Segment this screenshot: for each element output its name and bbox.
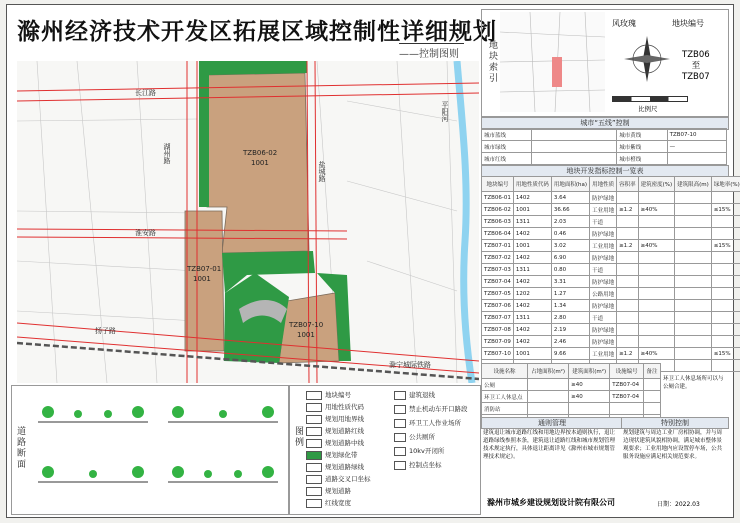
table-row — [482, 192, 740, 204]
table-cell: 1.34 — [551, 300, 589, 312]
table-cell — [617, 228, 639, 240]
table-cell — [675, 252, 712, 264]
legend-item — [394, 390, 435, 400]
table-row: 城市绿线 城市紫线 — — [482, 141, 727, 153]
table-cell: 2.46 — [551, 336, 589, 348]
table-row — [482, 276, 740, 288]
table-cell: 1402 — [513, 276, 551, 288]
legend-item — [394, 432, 435, 442]
table-cell: TZB06-04 — [482, 228, 514, 240]
legend-item — [306, 486, 351, 496]
page-subtitle: ——控制图则 — [399, 49, 459, 60]
table-cell: 公厕 — [482, 379, 528, 391]
table-cell — [675, 264, 712, 276]
road-label-yancheng: 盐城路 — [318, 161, 326, 182]
table-cell — [675, 288, 712, 300]
legend-label: 规划绿化带 — [325, 451, 358, 459]
index-map-label: 地块索引 — [487, 40, 497, 84]
table-cell — [711, 324, 740, 336]
legend-item — [306, 498, 351, 508]
table-cell: 1311 — [513, 216, 551, 228]
table-cell: 6.90 — [551, 252, 589, 264]
page-title: 滁州经济技术开发区拓展区域控制性详细规划 — [17, 18, 497, 45]
table-cell: 1202 — [513, 288, 551, 300]
plot-use-tzb06-02: 1001 — [251, 159, 269, 167]
general-rules-text: 建筑退让城市道路红线和用地边界按本通则执行，退让道路绿线参照本条，建筑退让道路红线和城市规划管理技术规定执行，具体退让距离详见《滁州市城市规划管理技术规定》。 — [483, 430, 616, 460]
green-buffer-west — [199, 61, 209, 207]
table-cell — [528, 379, 569, 391]
legend-item — [306, 462, 364, 472]
table-cell: 防护绿地 — [590, 228, 617, 240]
legend-swatch — [306, 463, 322, 472]
legend-label: 规划道路 — [325, 487, 351, 495]
table-row — [482, 252, 740, 264]
table-cell: TZB07-03 — [482, 264, 514, 276]
table-cell: 干道 — [590, 312, 617, 324]
table-cell: 公路用地 — [590, 288, 617, 300]
road-label-changjiang: 长江路 — [135, 89, 156, 97]
table-cell — [675, 336, 712, 348]
table-cell: 消防站 — [482, 403, 528, 415]
table-cell: ≤15% — [711, 348, 740, 360]
table-row — [482, 300, 740, 312]
table-cell: ≥40% — [638, 240, 675, 252]
table-row — [482, 204, 740, 216]
railway-label: 滁宁城际铁路 — [389, 361, 431, 369]
legend-swatch — [306, 487, 322, 496]
table-row — [482, 348, 740, 360]
table-cell: TZB07-05 — [482, 288, 514, 300]
table-cell: 工业用地 — [590, 204, 617, 216]
legend-item — [394, 404, 468, 414]
table-cell — [675, 228, 712, 240]
table-cell: ≤15% — [711, 204, 740, 216]
table-row — [482, 312, 740, 324]
table-cell — [638, 252, 675, 264]
table-cell: 2.03 — [551, 216, 589, 228]
legend-panel — [289, 385, 481, 515]
legend-swatch — [306, 451, 322, 460]
column-header: 占地面积(m²) — [528, 364, 569, 379]
table-cell: 1402 — [513, 300, 551, 312]
table-cell — [610, 403, 644, 415]
plan-sheet — [6, 4, 740, 518]
section-2 — [168, 406, 278, 422]
table-cell: 工业用地 — [590, 348, 617, 360]
table-cell — [617, 336, 639, 348]
legend-label: 地块编号 — [325, 391, 351, 399]
road-section-label: 道路断面 — [15, 426, 25, 470]
legend-swatch — [306, 439, 322, 448]
table-cell: 1402 — [513, 252, 551, 264]
table-cell: TZB07-04 — [610, 391, 644, 403]
code-label: 地块编号 — [672, 19, 704, 28]
five-lines-header: 城市“五线”控制 — [481, 117, 729, 130]
table-cell — [617, 312, 639, 324]
table-cell — [638, 276, 675, 288]
table-cell: TZB07-08 — [482, 324, 514, 336]
table-cell — [711, 264, 740, 276]
wind-rose-icon — [622, 34, 672, 84]
legend-label: 建筑退线 — [409, 391, 435, 399]
five-lines-table — [481, 128, 727, 165]
table-cell — [617, 324, 639, 336]
table-cell — [644, 379, 661, 391]
facility-note: 环卫工人休息场所可以与公厕合建。 — [663, 376, 724, 390]
table-cell — [638, 312, 675, 324]
river-label: 平阳河 — [441, 101, 449, 122]
index-highlight — [552, 57, 562, 87]
table-cell — [711, 252, 740, 264]
legend-label: 规划道路中线 — [325, 439, 364, 447]
table-cell — [644, 391, 661, 403]
section-1 — [38, 406, 148, 422]
table-cell: 36.66 — [551, 204, 589, 216]
plot-use-tzb07-10: 1001 — [297, 331, 315, 339]
column-header: 建筑限高(m) — [675, 177, 712, 192]
table-cell — [644, 403, 661, 415]
green-buffer-north — [209, 61, 307, 75]
table-cell — [711, 288, 740, 300]
legend-item — [306, 438, 364, 448]
legend-item — [306, 390, 351, 400]
table-cell: TZB06-03 — [482, 216, 514, 228]
table-cell: TZB07-10 — [482, 348, 514, 360]
table-cell — [638, 336, 675, 348]
table-cell: 干道 — [590, 216, 617, 228]
plot-code-tzb07-01: TZB07-01 — [187, 265, 222, 273]
scale-label: 比例尺 — [638, 105, 658, 113]
table-cell: 防护绿地 — [590, 324, 617, 336]
table-cell — [617, 192, 639, 204]
column-header: 设施编号 — [610, 364, 644, 379]
legend-swatch — [306, 499, 322, 508]
table-cell — [617, 216, 639, 228]
table-cell — [675, 192, 712, 204]
legend-swatch — [394, 461, 406, 470]
table-cell: TZB07-04 — [482, 276, 514, 288]
table-cell: 1402 — [513, 228, 551, 240]
table-row — [482, 379, 661, 391]
column-header: 绿地率(%) — [711, 177, 740, 192]
column-header: 地块编号 — [482, 177, 514, 192]
table-cell: ≤15% — [711, 240, 740, 252]
footer-date: 日期：2022.03 — [657, 501, 700, 508]
table-cell — [638, 324, 675, 336]
table-cell: 0.46 — [551, 228, 589, 240]
footer-org: 滁州市城乡建设规划设计院有限公司 — [487, 498, 615, 507]
road-label-yangzi: 扬子路 — [95, 327, 116, 335]
legend-swatch — [394, 433, 406, 442]
legend-swatch — [306, 403, 322, 412]
table-cell — [711, 216, 740, 228]
table-cell: ≥40% — [638, 204, 675, 216]
table-cell: TZB06-02 — [482, 204, 514, 216]
table-cell: 2.19 — [551, 324, 589, 336]
column-header: 建筑面积(m²) — [569, 364, 610, 379]
table-cell: TZB07-06 — [482, 300, 514, 312]
table-cell: TZB07-07 — [482, 312, 514, 324]
table-cell — [675, 276, 712, 288]
table-row — [482, 391, 661, 403]
table-cell — [638, 300, 675, 312]
table-cell: ≥40 — [569, 391, 610, 403]
table-cell — [617, 264, 639, 276]
table-cell — [675, 324, 712, 336]
legend-label: 控制点坐标 — [409, 461, 442, 469]
legend-label: 规划用地界线 — [325, 415, 364, 423]
table-cell — [638, 288, 675, 300]
column-header: 建筑密度(%) — [638, 177, 675, 192]
table-cell: TZB07-01 — [482, 240, 514, 252]
table-cell: ≥1.2 — [617, 240, 639, 252]
table-cell: 1.27 — [551, 288, 589, 300]
table-cell: 1402 — [513, 192, 551, 204]
section-4 — [168, 466, 278, 482]
table-row — [482, 264, 740, 276]
legend-label: 道路交叉口坐标 — [325, 475, 371, 483]
legend-item — [306, 426, 364, 436]
column-header: 备注 — [644, 364, 661, 379]
table-cell — [617, 276, 639, 288]
table-cell: TZB07-04 — [610, 379, 644, 391]
table-cell: ≥40 — [569, 379, 610, 391]
legend-swatch — [306, 427, 322, 436]
road-section-panel — [11, 385, 289, 515]
table-cell: 防护绿地 — [590, 252, 617, 264]
table-cell — [675, 300, 712, 312]
legend-label: 红线宽度 — [325, 499, 351, 507]
legend-item — [306, 474, 371, 484]
table-cell: 防护绿地 — [590, 276, 617, 288]
plot-code-tzb07-10: TZB07-10 — [289, 321, 324, 329]
table-cell: 1001 — [513, 204, 551, 216]
table-cell: 2.80 — [551, 312, 589, 324]
table-cell — [675, 312, 712, 324]
table-cell: 防护绿地 — [590, 300, 617, 312]
road-label-huaian: 淮安路 — [135, 229, 156, 237]
legend-swatch — [306, 475, 322, 484]
legend-swatch — [306, 415, 322, 424]
table-cell — [711, 276, 740, 288]
table-cell — [638, 192, 675, 204]
special-control-header: 特别控制 — [621, 417, 729, 429]
table-cell: 1402 — [513, 324, 551, 336]
table-cell: ≥1.2 — [617, 348, 639, 360]
index-mini-map — [500, 12, 605, 112]
legend-swatch — [394, 447, 406, 456]
table-cell — [528, 391, 569, 403]
legend-label: 10kv开闭所 — [409, 447, 445, 455]
section-3 — [38, 466, 148, 482]
table-cell: TZB06-01 — [482, 192, 514, 204]
table-cell — [638, 228, 675, 240]
legend-swatch — [394, 419, 406, 428]
table-cell: 工业用地 — [590, 240, 617, 252]
table-row: 城市蓝线 城市黄线 TZB07-10 — [482, 129, 727, 141]
control-map[interactable] — [17, 61, 479, 383]
table-row — [482, 403, 661, 415]
plot-table-header: 地块开发指标控制一览表 — [481, 165, 729, 178]
table-cell: 3.31 — [551, 276, 589, 288]
table-cell: ≥1.2 — [617, 204, 639, 216]
table-cell: TZB07-09 — [482, 336, 514, 348]
table-cell — [711, 336, 740, 348]
table-cell: ≥40% — [638, 348, 675, 360]
table-cell: 3.02 — [551, 240, 589, 252]
table-row — [482, 228, 740, 240]
table-cell — [638, 216, 675, 228]
table-cell — [675, 216, 712, 228]
table-cell: 1001 — [513, 348, 551, 360]
table-cell — [711, 360, 740, 372]
index-map-panel — [481, 9, 729, 117]
table-row — [482, 336, 740, 348]
scale-bar — [612, 96, 688, 102]
table-cell — [675, 348, 712, 360]
legend-swatch — [394, 405, 406, 414]
table-cell — [617, 300, 639, 312]
special-control-text: 规划建筑与周边工业厂房相协调，并与周边现状建筑风貌相协调，满足城市整体景观要求；工业用地内应设置停车场，公共服务设施应满足相关规范要求。 — [623, 430, 723, 460]
legend-label: 用地性质代码 — [325, 403, 364, 411]
legend-swatch — [394, 391, 406, 400]
plot-code-tzb06-02: TZB06-02 — [243, 149, 278, 157]
table-cell — [675, 360, 712, 372]
legend-item — [306, 414, 364, 424]
table-row: 城市红线 城市橙线 — [482, 153, 727, 165]
table-cell: 9.66 — [551, 348, 589, 360]
table-cell: 0.80 — [551, 264, 589, 276]
table-cell: 防护绿地 — [590, 192, 617, 204]
legend-label: 环卫工人作业场所 — [409, 419, 461, 427]
table-row — [482, 324, 740, 336]
column-header: 容积率 — [617, 177, 639, 192]
table-cell — [711, 228, 740, 240]
table-cell — [711, 300, 740, 312]
table-cell — [638, 264, 675, 276]
general-rules-header: 通则管理 — [481, 417, 623, 429]
legend-label: 公共厕所 — [409, 433, 435, 441]
column-header: 用地性质代码 — [513, 177, 551, 192]
table-row — [482, 288, 740, 300]
rose-label: 风玫瑰 — [612, 19, 636, 28]
table-cell: 干道 — [590, 264, 617, 276]
legend-swatch — [306, 391, 322, 400]
table-cell: 1311 — [513, 312, 551, 324]
table-cell: 3.64 — [551, 192, 589, 204]
table-cell: 防护绿地 — [590, 336, 617, 348]
table-cell — [675, 204, 712, 216]
column-header: 用地性质 — [590, 177, 617, 192]
legend-item — [306, 402, 364, 412]
road-label-huzhou: 湖州路 — [163, 143, 171, 164]
table-cell: 1001 — [513, 240, 551, 252]
table-cell — [528, 403, 569, 415]
table-row — [482, 240, 740, 252]
table-cell — [617, 252, 639, 264]
table-cell — [617, 288, 639, 300]
column-header: 用地面积(ha) — [551, 177, 589, 192]
table-cell — [711, 312, 740, 324]
legend-item — [394, 418, 461, 428]
legend-item — [394, 446, 444, 456]
table-cell: 环卫工人休息点 — [482, 391, 528, 403]
legend-label: 禁止机动车开口路段 — [409, 405, 468, 413]
table-cell: 1402 — [513, 336, 551, 348]
road-section-diagrams — [28, 392, 284, 510]
table-cell: TZB07-02 — [482, 252, 514, 264]
legend-item — [394, 460, 442, 470]
plot-code-range: TZB06 至 TZB07 — [682, 50, 710, 82]
table-cell — [711, 192, 740, 204]
table-row — [482, 216, 740, 228]
legend-header: 图例 — [293, 426, 303, 448]
plot-use-tzb07-01: 1001 — [193, 275, 211, 283]
table-cell — [675, 240, 712, 252]
legend-label: 规划道路绿线 — [325, 463, 364, 471]
column-header: 设施名称 — [482, 364, 528, 379]
table-cell — [569, 403, 610, 415]
plot-index-table — [481, 176, 740, 372]
legend-item — [306, 450, 358, 460]
table-cell: 1311 — [513, 264, 551, 276]
legend-label: 规划道路红线 — [325, 427, 364, 435]
